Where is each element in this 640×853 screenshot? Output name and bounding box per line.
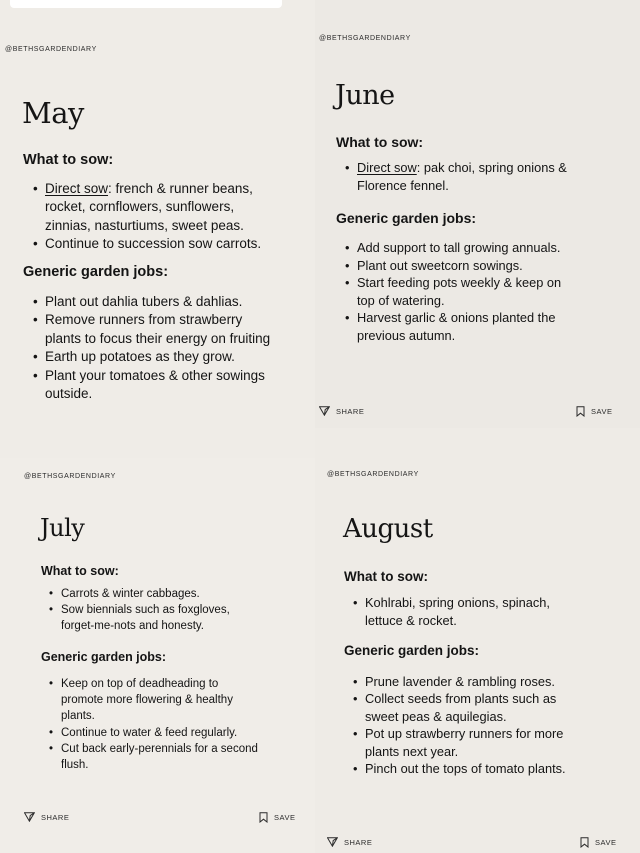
jobs-list [353,673,638,777]
jobs-list [33,293,318,403]
jobs-list [345,239,635,344]
june-card [315,0,640,428]
month-title: July [40,514,85,542]
jobs-list [49,676,314,773]
share-icon [24,812,35,822]
list-item: • Pinch out the tops of tomato plants. [353,760,638,777]
jobs-heading: Generic garden jobs: [344,643,480,658]
list-item: • Plant your tomatoes & other sowings outside. [33,367,318,404]
list-item: • Collect seeds from plants such as sweet peas & aquilegias. [353,690,638,725]
account-handle: @BETHSGARDENDIARY [319,35,411,42]
august-card [315,428,640,853]
sow-heading: What to sow: [336,134,424,150]
may-card [0,0,318,458]
sow-list [353,594,638,629]
share-icon [319,406,330,416]
month-title: June [335,80,395,111]
list-item: • Earth up potatoes as they grow. [33,348,318,366]
account-handle: @BETHSGARDENDIARY [5,46,97,53]
list-item: • Direct sow: french & runner beans, rocket, cornflowers, sunflowers, zinnias, nasturtiums, sweet peas. [33,180,318,235]
save-button[interactable]: SAVE [580,837,616,848]
list-item: • Pot up strawberry runners for more plants next year. [353,725,638,760]
direct-sow-label: Direct sow [45,181,109,196]
list-item: • Kohlrabi, spring onions, spinach, lettuce & rocket. [353,594,638,629]
bookmark-icon [576,406,585,417]
sow-list [345,159,635,194]
list-item: • Direct sow: pak choi, spring onions & Florence fennel. [345,159,635,194]
list-item: • Keep on top of deadheading to promote more flowering & healthy plants. [49,676,314,725]
sow-list [49,586,314,635]
account-handle: @BETHSGARDENDIARY [24,473,116,480]
sow-list [33,180,318,254]
share-button[interactable]: SHARE [24,812,69,822]
list-item: • Continue to water & feed regularly. [49,725,314,741]
list-item: • Carrots & winter cabbages. [49,586,314,602]
sow-heading: What to sow: [41,564,119,578]
july-card [0,458,318,853]
jobs-heading: Generic garden jobs: [336,210,477,226]
list-item: • Remove runners from strawberry plants to focus their energy on fruiting [33,311,318,348]
list-item: • Prune lavender & rambling roses. [353,673,638,690]
bookmark-icon [580,837,589,848]
share-button[interactable]: SHARE [319,406,364,416]
list-item: • Plant out dahlia tubers & dahlias. [33,293,318,311]
list-item: • Harvest garlic & onions planted the previous autumn. [345,309,635,344]
month-title: August [343,514,433,544]
jobs-heading: Generic garden jobs: [41,650,167,664]
list-item: • Add support to tall growing annuals. [345,239,635,257]
list-item: • Continue to succession sow carrots. [33,235,318,253]
share-button[interactable]: SHARE [327,837,372,847]
top-bar [10,0,282,8]
list-item: • Start feeding pots weekly & keep on top of watering. [345,274,635,309]
jobs-heading: Generic garden jobs: [23,264,169,280]
share-icon [327,837,338,847]
list-item: • Cut back early-perennials for a second flush. [49,741,314,773]
sow-heading: What to sow: [23,152,114,168]
account-handle: @BETHSGARDENDIARY [327,471,419,478]
list-item: • Plant out sweetcorn sowings. [345,257,635,275]
list-item: • Sow biennials such as foxgloves, forget-me-nots and honesty. [49,602,314,634]
bookmark-icon [259,812,268,823]
save-button[interactable]: SAVE [259,812,295,823]
direct-sow-label: Direct sow [357,160,417,175]
save-button[interactable]: SAVE [576,406,612,417]
month-title: May [22,96,84,130]
sow-heading: What to sow: [344,569,428,584]
